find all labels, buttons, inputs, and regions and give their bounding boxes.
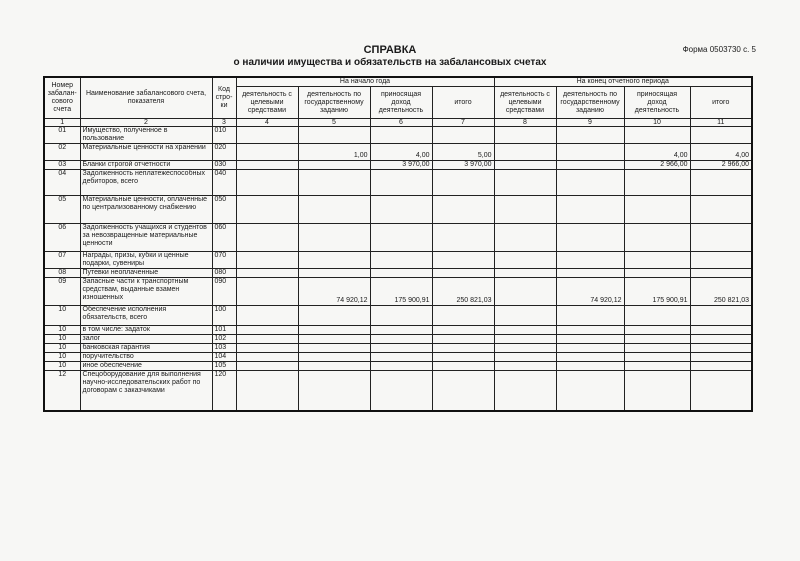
account-number: 09: [44, 278, 80, 306]
indicator-name: Спецоборудование для выполнения научно-исследовательских работ по договорам с заказчиками: [80, 371, 212, 411]
value-cell: [624, 306, 690, 326]
value-cell: [432, 127, 494, 144]
value-cell: [690, 344, 752, 353]
value-cell: 250 821,03: [432, 278, 494, 306]
value-cell: [236, 326, 298, 335]
row-code: 120: [212, 371, 236, 411]
indicator-name: Бланки строгой отчетности: [80, 161, 212, 170]
value-cell: 250 821,03: [690, 278, 752, 306]
value-cell: 4,00: [690, 144, 752, 161]
value-cell: [494, 127, 556, 144]
value-cell: [624, 344, 690, 353]
value-cell: [494, 344, 556, 353]
column-number-row: [44, 119, 752, 127]
table-row: [44, 326, 752, 335]
account-number: 10: [44, 306, 80, 326]
table-row: [44, 161, 752, 170]
value-cell: [432, 344, 494, 353]
value-cell: [370, 269, 432, 278]
value-cell: [690, 335, 752, 344]
header-income-begin: приносящая доход деятельность: [370, 87, 432, 119]
value-cell: [298, 224, 370, 252]
value-cell: [556, 196, 624, 224]
value-cell: [432, 326, 494, 335]
value-cell: [624, 224, 690, 252]
value-cell: [556, 170, 624, 196]
row-code: 105: [212, 362, 236, 371]
value-cell: [690, 127, 752, 144]
column-number: 6: [370, 119, 432, 127]
account-number: 08: [44, 269, 80, 278]
value-cell: [298, 196, 370, 224]
column-number: 7: [432, 119, 494, 127]
value-cell: [236, 170, 298, 196]
account-number: 04: [44, 170, 80, 196]
value-cell: [236, 306, 298, 326]
table-row: [44, 170, 752, 196]
account-number: 05: [44, 196, 80, 224]
value-cell: [494, 170, 556, 196]
value-cell: [556, 326, 624, 335]
row-code: 090: [212, 278, 236, 306]
table-row: [44, 344, 752, 353]
value-cell: [556, 335, 624, 344]
header-targeted-end: деятельность с целевыми средствами: [494, 87, 556, 119]
value-cell: [298, 326, 370, 335]
value-cell: [298, 170, 370, 196]
value-cell: [494, 224, 556, 252]
table-row: [44, 353, 752, 362]
row-code: 060: [212, 224, 236, 252]
row-code: 050: [212, 196, 236, 224]
indicator-name: Задолженность неплатежеспособных дебиторов, всего: [80, 170, 212, 196]
row-code: 101: [212, 326, 236, 335]
value-cell: 175 900,91: [370, 278, 432, 306]
value-cell: [236, 127, 298, 144]
indicator-name: Награды, призы, кубки и ценные подарки, сувениры: [80, 252, 212, 269]
indicator-name: банковская гарантия: [80, 344, 212, 353]
value-cell: 2 966,00: [690, 161, 752, 170]
off-balance-table: [43, 76, 753, 412]
value-cell: 1,00: [298, 144, 370, 161]
value-cell: [624, 252, 690, 269]
account-number: 10: [44, 344, 80, 353]
header-end-period: На конец отчетного периода: [494, 77, 752, 87]
column-number: 2: [80, 119, 212, 127]
value-cell: [690, 170, 752, 196]
row-code: 103: [212, 344, 236, 353]
value-cell: [494, 326, 556, 335]
value-cell: [690, 326, 752, 335]
value-cell: [298, 306, 370, 326]
row-code: 080: [212, 269, 236, 278]
value-cell: [494, 161, 556, 170]
value-cell: 5,00: [432, 144, 494, 161]
value-cell: [690, 252, 752, 269]
row-code: 030: [212, 161, 236, 170]
value-cell: [690, 224, 752, 252]
value-cell: [298, 362, 370, 371]
value-cell: [298, 371, 370, 411]
column-number: 4: [236, 119, 298, 127]
indicator-name: Запасные части к транспортным средствам, выданные взамен изношенных: [80, 278, 212, 306]
row-code: 020: [212, 144, 236, 161]
value-cell: [298, 344, 370, 353]
indicator-name: Задолженность учащихся и студентов за невозвращенные материальные ценности: [80, 224, 212, 252]
value-cell: [556, 127, 624, 144]
row-code: 102: [212, 335, 236, 344]
table-row: [44, 306, 752, 326]
value-cell: [236, 196, 298, 224]
value-cell: [432, 306, 494, 326]
header-targeted-begin: деятельность с целевыми средствами: [236, 87, 298, 119]
value-cell: [432, 335, 494, 344]
value-cell: [690, 371, 752, 411]
account-number: 10: [44, 362, 80, 371]
value-cell: [690, 269, 752, 278]
value-cell: [556, 252, 624, 269]
table-row: [44, 335, 752, 344]
account-number: 10: [44, 335, 80, 344]
value-cell: [432, 224, 494, 252]
indicator-name: Материальные ценности на хранении: [80, 144, 212, 161]
indicator-name: Имущество, полученное в пользование: [80, 127, 212, 144]
value-cell: 3 970,00: [370, 161, 432, 170]
value-cell: [432, 196, 494, 224]
value-cell: 74 920,12: [556, 278, 624, 306]
account-number: 06: [44, 224, 80, 252]
value-cell: 175 900,91: [624, 278, 690, 306]
column-number: 8: [494, 119, 556, 127]
table-row: [44, 127, 752, 144]
value-cell: [370, 224, 432, 252]
row-code: 070: [212, 252, 236, 269]
value-cell: [494, 252, 556, 269]
value-cell: [494, 371, 556, 411]
value-cell: 2 966,00: [624, 161, 690, 170]
column-number: 10: [624, 119, 690, 127]
value-cell: [298, 161, 370, 170]
value-cell: [624, 326, 690, 335]
value-cell: [494, 353, 556, 362]
document-subtitle: о наличии имущества и обязательств на забалансовых счетах: [233, 57, 547, 68]
value-cell: [624, 127, 690, 144]
value-cell: [370, 252, 432, 269]
header-code: Код стро- ки: [212, 77, 236, 119]
value-cell: [298, 252, 370, 269]
value-cell: [298, 127, 370, 144]
value-cell: [370, 306, 432, 326]
table-row: [44, 269, 752, 278]
value-cell: [556, 224, 624, 252]
value-cell: [370, 353, 432, 362]
value-cell: [556, 371, 624, 411]
account-number: 01: [44, 127, 80, 144]
value-cell: [556, 362, 624, 371]
value-cell: [236, 278, 298, 306]
header-begin-period: На начало года: [236, 77, 494, 87]
value-cell: [432, 269, 494, 278]
value-cell: [690, 306, 752, 326]
indicator-name: в том числе: задаток: [80, 326, 212, 335]
indicator-name: Материальные ценности, оплаченные по централизованному снабжению: [80, 196, 212, 224]
value-cell: [370, 371, 432, 411]
value-cell: 74 920,12: [298, 278, 370, 306]
value-cell: [236, 161, 298, 170]
value-cell: [432, 362, 494, 371]
value-cell: [624, 371, 690, 411]
value-cell: [494, 269, 556, 278]
table-row: [44, 224, 752, 252]
value-cell: [624, 335, 690, 344]
value-cell: [494, 144, 556, 161]
value-cell: [236, 252, 298, 269]
account-number: 03: [44, 161, 80, 170]
value-cell: [236, 224, 298, 252]
table-row: [44, 278, 752, 306]
value-cell: [556, 144, 624, 161]
row-code: 104: [212, 353, 236, 362]
value-cell: [432, 252, 494, 269]
column-number: 1: [44, 119, 80, 127]
column-number: 11: [690, 119, 752, 127]
value-cell: 4,00: [624, 144, 690, 161]
indicator-name: иное обеспечение: [80, 362, 212, 371]
form-label: Форма 0503730 с. 5: [682, 45, 756, 54]
value-cell: [432, 353, 494, 362]
value-cell: [624, 269, 690, 278]
value-cell: [370, 335, 432, 344]
table-row: [44, 144, 752, 161]
value-cell: [624, 170, 690, 196]
value-cell: [556, 306, 624, 326]
indicator-name: Обеспечение исполнения обязательств, всего: [80, 306, 212, 326]
value-cell: [236, 335, 298, 344]
value-cell: [494, 362, 556, 371]
header-income-end: приносящая доход деятельность: [624, 87, 690, 119]
document-title: СПРАВКА: [363, 44, 417, 56]
table-row: [44, 196, 752, 224]
value-cell: [624, 196, 690, 224]
row-code: 040: [212, 170, 236, 196]
value-cell: [556, 353, 624, 362]
account-number: 10: [44, 353, 80, 362]
value-cell: [370, 344, 432, 353]
value-cell: [236, 371, 298, 411]
indicator-name: поручительство: [80, 353, 212, 362]
value-cell: [370, 362, 432, 371]
value-cell: 3 970,00: [432, 161, 494, 170]
table-row: [44, 371, 752, 411]
header-state-task-end: деятельность по государственному заданию: [556, 87, 624, 119]
row-code: 010: [212, 127, 236, 144]
value-cell: [432, 371, 494, 411]
column-number: 9: [556, 119, 624, 127]
value-cell: [624, 362, 690, 371]
value-cell: [298, 269, 370, 278]
value-cell: [556, 269, 624, 278]
value-cell: [370, 196, 432, 224]
value-cell: [494, 196, 556, 224]
table-row: [44, 362, 752, 371]
indicator-name: Путевки неоплаченные: [80, 269, 212, 278]
value-cell: [432, 170, 494, 196]
value-cell: 4,00: [370, 144, 432, 161]
value-cell: [370, 170, 432, 196]
header-total-begin: итого: [432, 87, 494, 119]
value-cell: [298, 353, 370, 362]
value-cell: [236, 344, 298, 353]
header-state-task-begin: деятельность по государственному заданию: [298, 87, 370, 119]
value-cell: [236, 362, 298, 371]
value-cell: [690, 196, 752, 224]
column-number: 5: [298, 119, 370, 127]
row-code: 100: [212, 306, 236, 326]
value-cell: [624, 353, 690, 362]
value-cell: [370, 326, 432, 335]
value-cell: [370, 127, 432, 144]
value-cell: [236, 353, 298, 362]
value-cell: [494, 306, 556, 326]
column-number: 3: [212, 119, 236, 127]
value-cell: [236, 269, 298, 278]
header-account-no: Номер забалан- сового счета: [44, 77, 80, 119]
table-row: [44, 252, 752, 269]
value-cell: [298, 335, 370, 344]
indicator-name: залог: [80, 335, 212, 344]
header-total-end: итого: [690, 87, 752, 119]
value-cell: [494, 278, 556, 306]
value-cell: [690, 353, 752, 362]
value-cell: [556, 344, 624, 353]
value-cell: [556, 161, 624, 170]
value-cell: [236, 144, 298, 161]
account-number: 10: [44, 326, 80, 335]
account-number: 02: [44, 144, 80, 161]
header-name: Наименование забалансового счета, показателя: [80, 77, 212, 119]
account-number: 12: [44, 371, 80, 411]
value-cell: [494, 335, 556, 344]
account-number: 07: [44, 252, 80, 269]
value-cell: [690, 362, 752, 371]
